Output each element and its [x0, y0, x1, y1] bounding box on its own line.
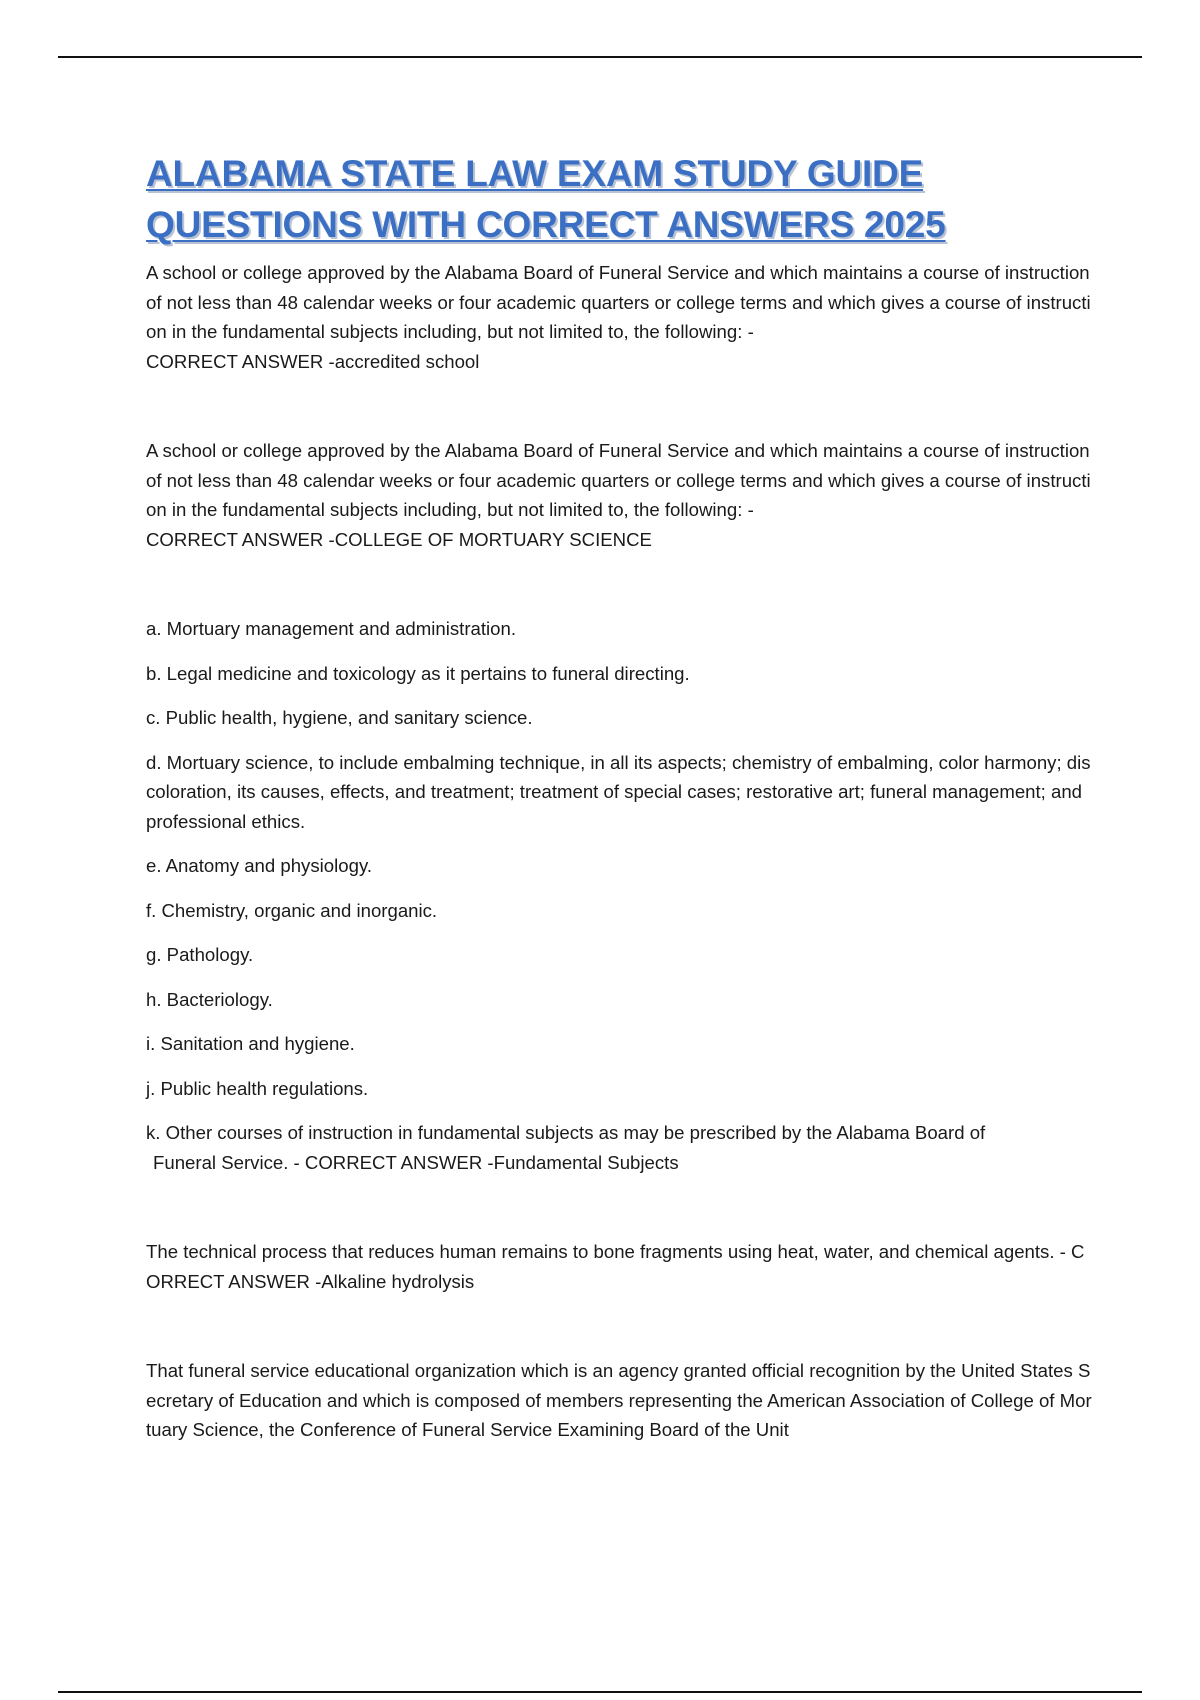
title-line-2: QUESTIONS WITH CORRECT ANSWERS 2025	[146, 204, 946, 245]
subject-item-h: h. Bacteriology.	[146, 988, 273, 1010]
qa-item-2	[146, 436, 1096, 554]
subject-item-k	[146, 1118, 1096, 1177]
subject-item-d: d. Mortuary science, to include embalming technique, in all its aspects; chemistry of embalming, color harmony; discoloration, its causes, effects, and treatment; treatment of special cases; restorative art; funeral management; and professional ethics.	[146, 751, 1091, 832]
qa-1-answer: CORRECT ANSWER -accredited school	[146, 350, 480, 372]
qa-1-question: A school or college approved by the Alabama Board of Funeral Service and which maintains a course of instruction of not less than 48 calendar weeks or four academic quarters or college terms and which gives a course of instruction in the fundamental subjects including, but not limited to, the following: -	[146, 262, 1091, 342]
subjects-list	[146, 614, 1096, 1177]
subject-item-c: c. Public health, hygiene, and sanitary science.	[146, 707, 533, 728]
qa-item-3	[146, 1237, 1096, 1296]
qa-4-text: That funeral service educational organization which is an agency granted official recognition by the United States Secretary of Education and which is composed of members representing the American Association of College of Mortuary Science, the Conference of Funeral Service Examining Board of the Unit	[146, 1360, 1092, 1440]
subject-item-a: a. Mortuary management and administration.	[146, 618, 516, 639]
subject-k-line-2: Funeral Service. - CORRECT ANSWER -Fundamental Subjects	[153, 1151, 679, 1173]
subject-item-e: e. Anatomy and physiology.	[146, 855, 373, 876]
qa-item-1	[146, 258, 1096, 376]
qa-2-answer: CORRECT ANSWER -COLLEGE OF MORTUARY SCIENCE	[146, 528, 652, 550]
subject-item-g: g. Pathology.	[146, 944, 254, 965]
qa-2-question: A school or college approved by the Alabama Board of Funeral Service and which maintains a course of instruction of not less than 48 calendar weeks or four academic quarters or college terms and which gives a course of instruction in the fundamental subjects including, but not limited to, the following: -	[146, 440, 1091, 520]
subject-item-i: i. Sanitation and hygiene.	[146, 1033, 355, 1054]
title-line-1: ALABAMA STATE LAW EXAM STUDY GUIDE	[146, 153, 924, 194]
bottom-rule	[58, 1691, 1142, 1693]
subject-item-b: b. Legal medicine and toxicology as it pertains to funeral directing.	[146, 662, 690, 684]
qa-3-text: The technical process that reduces human remains to bone fragments using heat, water, and chemical agents. - CORRECT ANSWER -Alkaline hydrolysis	[146, 1241, 1085, 1292]
qa-item-4	[146, 1356, 1096, 1445]
subject-item-j: j. Public health regulations.	[146, 1077, 369, 1099]
document-title	[146, 148, 1096, 250]
document-body	[146, 148, 1096, 1505]
top-rule	[58, 56, 1142, 58]
subject-item-f: f. Chemistry, organic and inorganic.	[146, 899, 438, 921]
subject-k-line-1: k. Other courses of instruction in fundamental subjects as may be prescribed by the Alabama Board of	[146, 1122, 986, 1143]
